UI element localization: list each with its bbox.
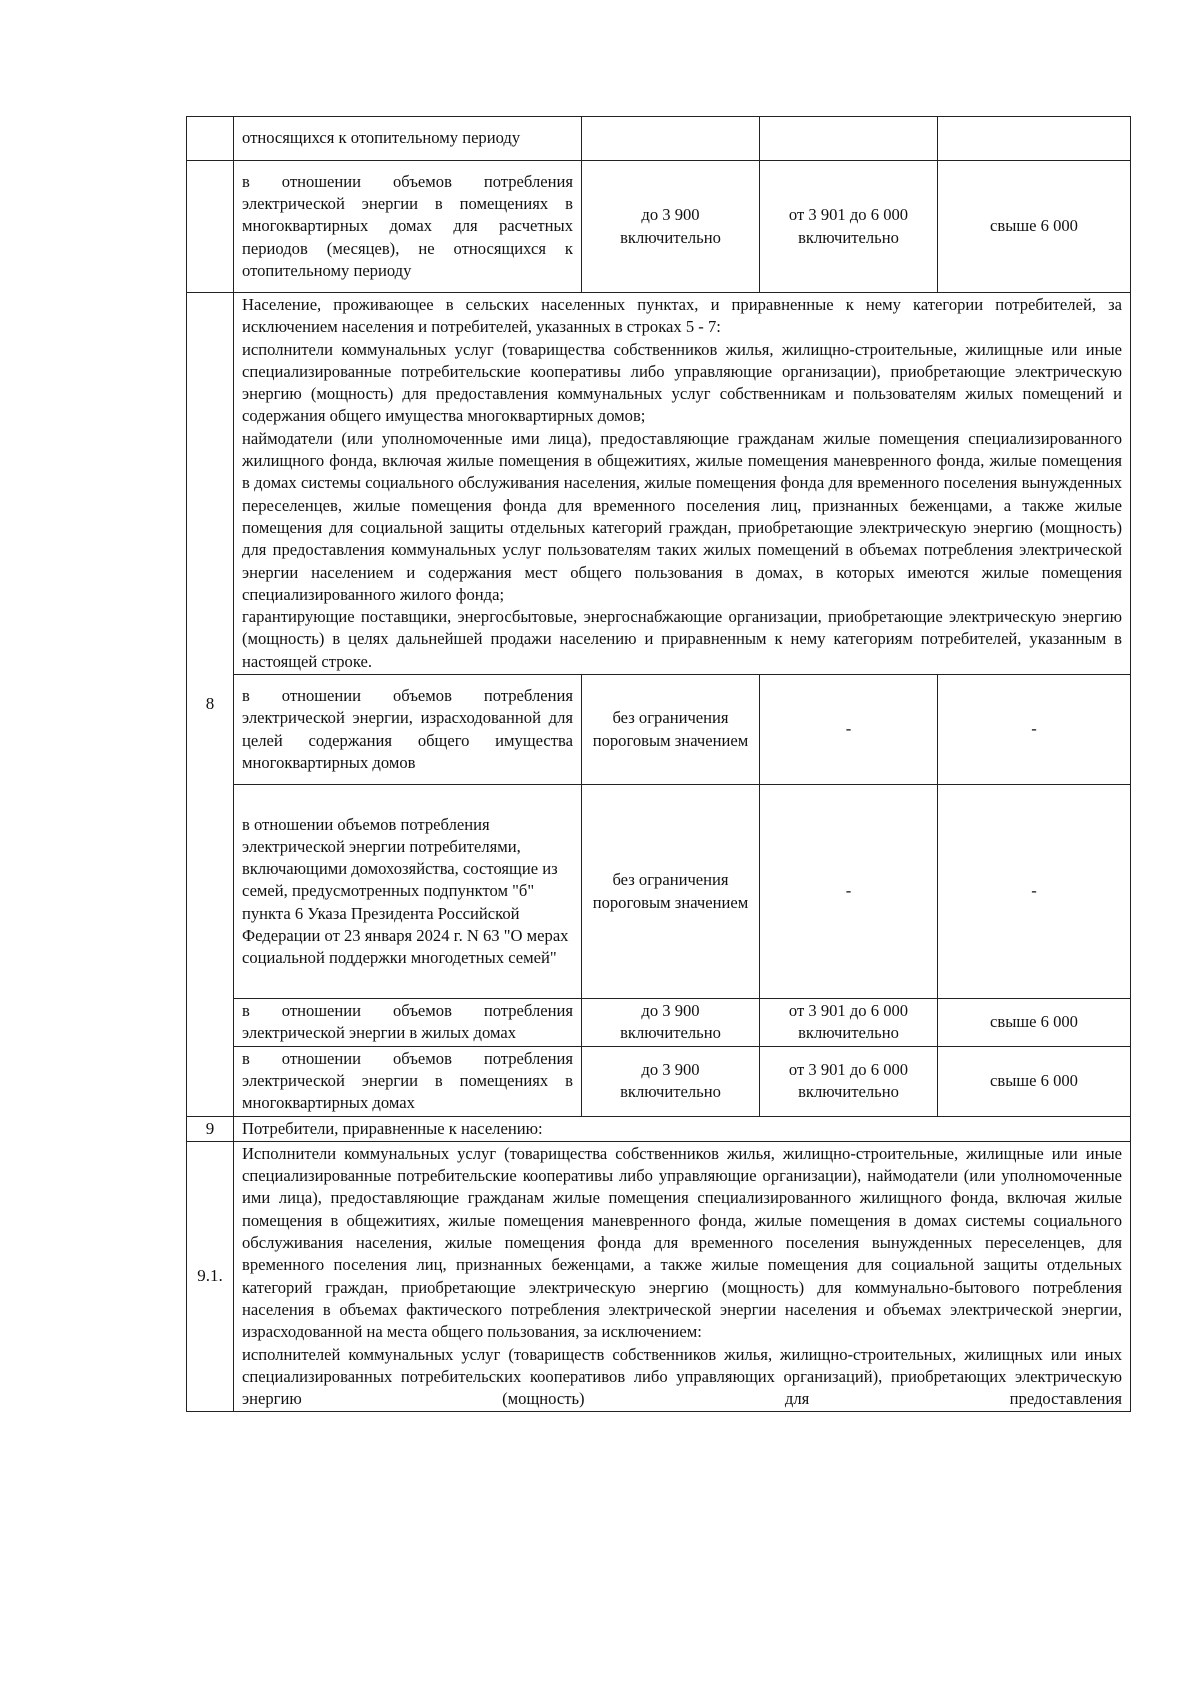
row-body-text [234, 1141, 1131, 1412]
value-cell [760, 117, 938, 161]
table-row [187, 785, 1131, 999]
value-cell: до 3 900 включительно [582, 999, 760, 1047]
row-description: в отношении объемов потребления электрической энергии, израсходованной для целей содержания общего имущества многоквартирных домов [234, 675, 582, 785]
table-row [187, 1141, 1131, 1412]
row-description: в отношении объемов потребления электрической энергии в помещениях в многоквартирных домах [234, 1046, 582, 1116]
value-cell: до 3 900 включительно [582, 161, 760, 293]
table-row [187, 1116, 1131, 1141]
row-number-cell [187, 117, 234, 161]
row-number-cell: 9.1. [187, 1141, 234, 1412]
paragraph: Исполнители коммунальных услуг (товарищества собственников жилья, жилищно-строительные, жилищные или иные специализированные потребительские кооперативы либо управляющие организации), наймодатели (или уполномоченные ими лица), предоставляющие гражданам жилые помещения специализированного жилищного фонда, включая жилые помещения в общежитиях, жилые помещения маневренного фонда, жилые помещения в домах системы социального обслуживания населения, жилые помещения фонда для временного поселения вынужденных переселенцев, для временного поселения лиц, признанных беженцами, а также жилые помещения для социальной защиты отдельных категорий граждан, приобретающие электрическую энергию (мощность) для коммунально-бытового потребления населения в объемах фактического потребления электрической энергии населения и объемах электрической энергии, израсходованной на места общего пользования, за исключением: [242, 1143, 1122, 1342]
table-row [187, 161, 1131, 293]
paragraph: наймодатели (или уполномоченные ими лица), предоставляющие гражданам жилые помещения специализированного жилищного фонда, включая жилые помещения в общежитиях, жилые помещения маневренного фонда, жилые помещения в домах системы социального обслуживания населения, жилые помещения фонда для временного поселения вынужденных переселенцев, жилые помещения фонда для временного поселения лиц, признанных беженцами, а также жилые помещения для социальной защиты отдельных категорий граждан, приобретающие электрическую энергию (мощность) для предоставления коммунальных услуг пользователям таких жилых помещений в объемах потребления электрической энергии населением и содержания мест общего пользования в домах, в которых имеются жилые помещения специализированного жилого фонда; [242, 428, 1122, 604]
row-description: в отношении объемов потребления электрической энергии в помещениях в многоквартирных домах для расчетных периодов (месяцев), не относящихся к отопительному периоду [234, 161, 582, 293]
value-cell: без ограничения пороговым значением [582, 675, 760, 785]
paragraph: исполнители коммунальных услуг (товарищества собственников жилья, жилищно-строительные, жилищные или иные специализированные потребительские кооперативы либо управляющие организации), приобретающие электрическую энергию (мощность) для предоставления коммунальных услуг собственникам и пользователям жилых помещений и содержания общего имущества многоквартирных домов; [242, 339, 1122, 426]
value-cell: от 3 901 до 6 000 включительно [760, 1046, 938, 1116]
row-number-cell: 9 [187, 1116, 234, 1141]
paragraph: гарантирующие поставщики, энергосбытовые, энергоснабжающие организации, приобретающие электрическую энергию (мощность) в целях дальнейшей продажи населению и приравненным к нему категориям потребителей, указанным в настоящей строке. [242, 607, 1122, 671]
table-row [187, 293, 1131, 675]
row-number-cell [187, 161, 234, 293]
value-cell: - [760, 785, 938, 999]
row-description: в отношении объемов потребления электрической энергии в жилых домах [234, 999, 582, 1047]
value-cell [582, 117, 760, 161]
row-header-text: Потребители, приравненные к населению: [234, 1116, 1131, 1141]
table-row [187, 999, 1131, 1047]
row-number-cell: 8 [187, 293, 234, 1117]
table-row [187, 1046, 1131, 1116]
table-row [187, 675, 1131, 785]
value-cell: без ограничения пороговым значением [582, 785, 760, 999]
row-header-text [234, 293, 1131, 675]
value-cell: до 3 900 включительно [582, 1046, 760, 1116]
value-cell: - [938, 785, 1131, 999]
value-cell: - [938, 675, 1131, 785]
paragraph: исполнителей коммунальных услуг (товариществ собственников жилья, жилищно-строительных, жилищных или иных специализированных потребительских кооперативов либо управляющих организаций), приобретающих электрическую энергию (мощность) для предоставления [242, 1344, 1122, 1409]
document-page [186, 116, 1130, 1412]
value-cell: свыше 6 000 [938, 999, 1131, 1047]
value-cell: от 3 901 до 6 000 включительно [760, 999, 938, 1047]
value-cell [938, 117, 1131, 161]
value-cell: свыше 6 000 [938, 161, 1131, 293]
value-cell: свыше 6 000 [938, 1046, 1131, 1116]
tariff-table [186, 116, 1131, 1412]
value-cell: - [760, 675, 938, 785]
paragraph: Население, проживающее в сельских населенных пунктах, и приравненные к нему категории потребителей, за исключением населения и потребителей, указанных в строках 5 - 7: [242, 295, 1122, 337]
row-description: в отношении объемов потребления электрической энергии потребителями, включающими домохозяйства, состоящие из семей, предусмотренных подпунктом "б" пункта 6 Указа Президента Российской Федерации от 23 января 2024 г. N 63 "О мерах социальной поддержки многодетных семей" [234, 785, 582, 999]
table-row [187, 117, 1131, 161]
value-cell: от 3 901 до 6 000 включительно [760, 161, 938, 293]
row-description: относящихся к отопительному периоду [234, 117, 582, 161]
